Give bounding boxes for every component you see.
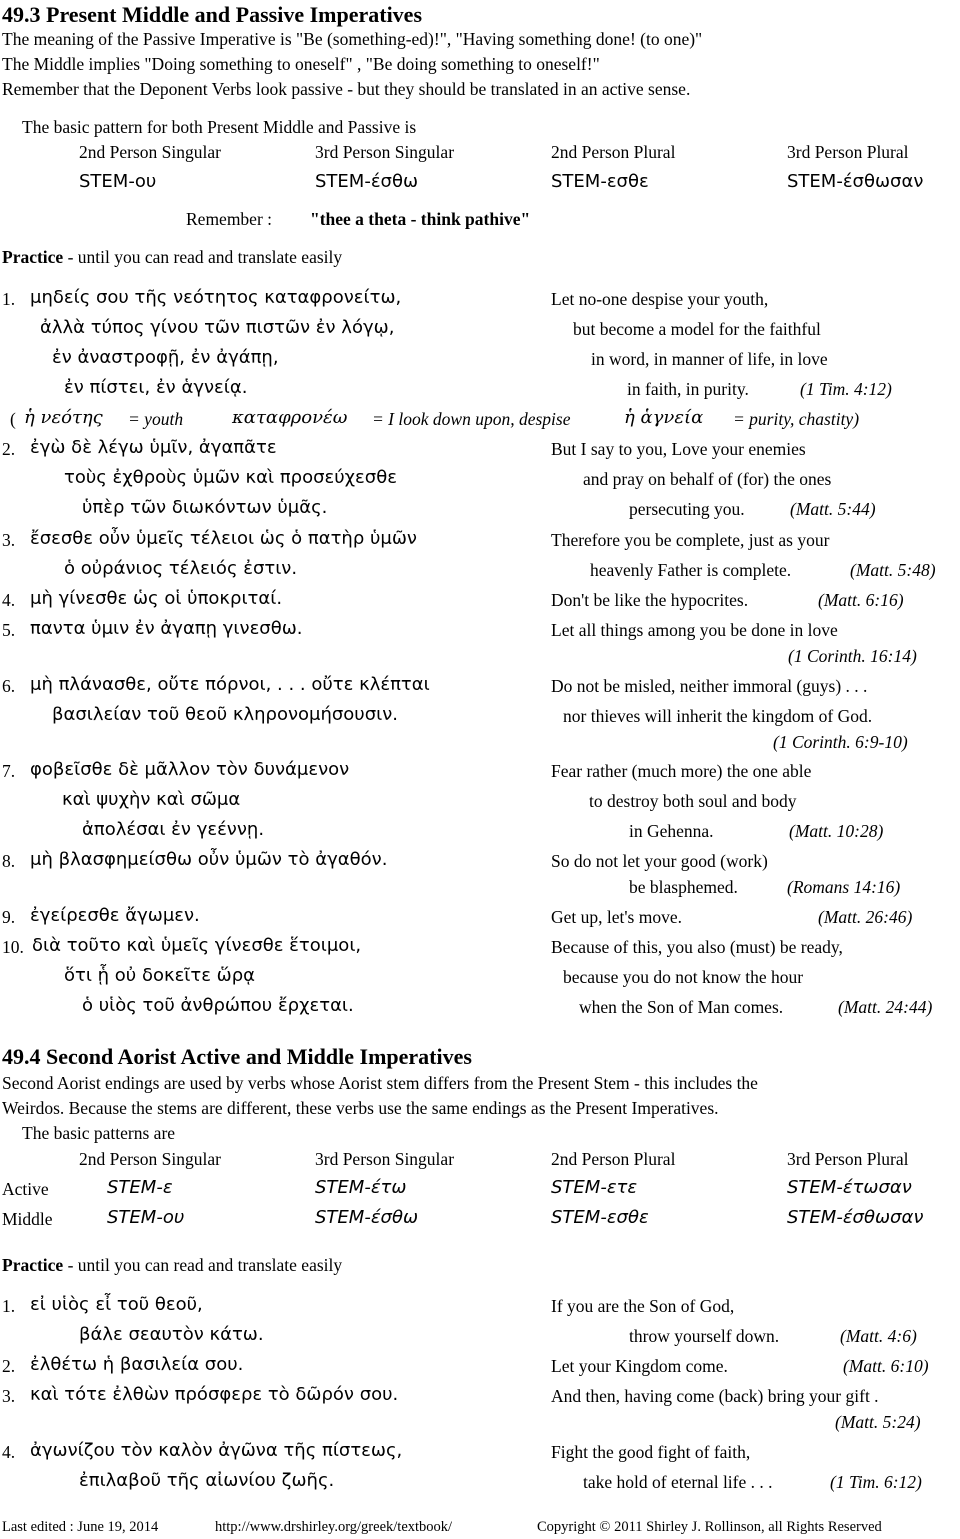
greek-line: μὴ γίνεσθε ὡς οἱ ὑποκριταί. — [30, 588, 283, 609]
scripture-reference: (Romans 14:16) — [787, 877, 901, 897]
practice-label: Practice — [2, 1255, 64, 1275]
scripture-reference: (1 Corinth. 6:9-10) — [773, 732, 908, 752]
english-line: but become a model for the faithful — [573, 319, 821, 339]
example-number: 3. — [2, 1386, 16, 1406]
greek-line: ὅτι ᾗ οὐ δοκεῖτε ὥρᾳ — [64, 965, 256, 986]
english-line: Don't be like the hypocrites. — [551, 590, 749, 610]
scripture-reference: (Matt. 10:28) — [789, 821, 884, 841]
header-3pl: 3rd Person Plural — [787, 142, 909, 162]
practice-label: Practice — [2, 247, 64, 267]
greek-line: μὴ βλασφημείσθω οὖν ὑμῶν τὸ ἀγαθόν. — [30, 849, 388, 870]
scripture-reference: (Matt. 24:44) — [838, 997, 933, 1017]
form-3sg: STEM-έσθω — [315, 171, 419, 192]
english-line: to destroy both soul and body — [589, 791, 797, 811]
greek-line: ὑπὲρ τῶν διωκόντων ὑμᾶς. — [82, 497, 328, 518]
english-line: be blasphemed. — [629, 877, 738, 897]
footer-last-edited: Last edited : June 19, 2014 — [2, 1519, 159, 1535]
header-3sg: 3rd Person Singular — [315, 1149, 455, 1169]
row-label-middle: Middle — [2, 1209, 53, 1229]
example-number: 1. — [2, 289, 16, 309]
greek-line: μὴ πλάνασθε, οὔτε πόρνοι, . . . οὔτε κλέπται — [30, 674, 430, 695]
english-line: Because of this, you also (must) be ready, — [551, 937, 843, 957]
vocab-meaning: = I look down upon, despise — [372, 409, 571, 429]
greek-line: φοβεῖσθε δὲ μᾶλλον τὸν δυνάμενον — [30, 759, 350, 780]
form-2sg: STEM-ου — [79, 171, 157, 192]
vocab-meaning: = youth — [128, 409, 184, 429]
example-number: 6. — [2, 676, 16, 696]
example-number: 1. — [2, 1296, 16, 1316]
english-line: in Gehenna. — [629, 821, 714, 841]
english-line: Let no-one despise your youth, — [551, 289, 769, 309]
greek-line: καὶ τότε ἐλθὼν πρόσφερε τὸ δῶρόν σου. — [30, 1384, 399, 1405]
scripture-reference: (Matt. 5:44) — [790, 499, 876, 519]
active-form-2sg: STEM-ε — [107, 1177, 173, 1198]
active-form-3pl: STEM-έτωσαν — [787, 1177, 912, 1198]
intro-line-1: Second Aorist endings are used by verbs whose Aorist stem differs from the Present Stem - this includes the — [2, 1073, 758, 1093]
english-line: If you are the Son of God, — [551, 1296, 735, 1316]
header-2sg: 2nd Person Singular — [79, 142, 221, 162]
example-number: 8. — [2, 851, 16, 871]
header-2pl: 2nd Person Plural — [551, 142, 676, 162]
intro-line-2: The Middle implies "Doing something to oneself" , "Be doing something to oneself!" — [2, 54, 600, 74]
scripture-reference: (1 Tim. 6:12) — [830, 1472, 922, 1492]
header-3pl: 3rd Person Plural — [787, 1149, 909, 1169]
scripture-reference: (Matt. 4:6) — [840, 1326, 917, 1346]
greek-line: ἐγείρεσθε ἄγωμεν. — [30, 905, 200, 926]
greek-line: καὶ ψυχὴν καὶ σῶμα — [62, 789, 241, 810]
greek-line: ἐπιλαβοῦ τῆς αἰωνίου ζωῆς. — [79, 1470, 335, 1491]
header-2pl: 2nd Person Plural — [551, 1149, 676, 1169]
form-3pl: STEM-έσθωσαν — [787, 171, 924, 192]
vocab-word: ἡ ἁγνεία — [624, 407, 704, 428]
remember-label: Remember : — [186, 209, 273, 229]
vocab-word: καταφρονέω — [232, 407, 348, 428]
vocab-word: ἡ νεότης — [24, 407, 103, 428]
footer-copyright: Copyright © 2011 Shirley J. Rollinson, all Rights Reserved — [537, 1519, 882, 1535]
remember-mnemonic: "thee a theta - think pathive" — [310, 209, 531, 229]
english-line: because you do not know the hour — [563, 967, 804, 987]
greek-line: ἐλθέτω ἡ βασιλεία σου. — [30, 1354, 244, 1375]
greek-line: ἐγὼ δὲ λέγω ὑμῖν, ἀγαπᾶτε — [30, 437, 277, 458]
example-number: 4. — [2, 590, 16, 610]
example-number: 2. — [2, 1356, 16, 1376]
greek-line: βάλε σεαυτὸν κάτω. — [79, 1324, 264, 1345]
scripture-reference: (1 Tim. 4:12) — [800, 379, 892, 399]
practice-instruction: - until you can read and translate easily — [67, 247, 343, 267]
english-line: Get up, let's move. — [551, 907, 682, 927]
scripture-reference: (1 Corinth. 16:14) — [788, 646, 917, 666]
greek-line: ὁ οὐράνιος τέλειός ἐστιν. — [64, 558, 298, 579]
english-line: Fight the good fight of faith, — [551, 1442, 751, 1462]
example-number: 10. — [2, 937, 24, 957]
english-line: Therefore you be complete, just as your — [551, 530, 830, 550]
greek-line: ἐν ἀναστροφῇ, ἐν ἀγάπῃ, — [52, 347, 279, 368]
middle-form-3pl: STEM-έσθωσαν — [787, 1207, 924, 1228]
english-line: Fear rather (much more) the one able — [551, 761, 812, 781]
section-heading-49-3: 49.3 Present Middle and Passive Imperatives — [2, 2, 423, 27]
intro-line-3: Remember that the Deponent Verbs look passive - but they should be translated in an active sense. — [2, 79, 691, 99]
header-2sg: 2nd Person Singular — [79, 1149, 221, 1169]
english-line: And then, having come (back) bring your gift . — [551, 1386, 879, 1406]
active-form-2pl: STEM-ετε — [551, 1177, 638, 1198]
english-line: when the Son of Man comes. — [579, 997, 784, 1017]
greek-line: βασιλείαν τοῦ θεοῦ κληρονομήσουσιν. — [52, 704, 398, 725]
form-2pl: STEM-εσθε — [551, 171, 649, 192]
practice-instruction: - until you can read and translate easily — [67, 1255, 343, 1275]
english-line: Do not be misled, neither immoral (guys) . . . — [551, 676, 868, 696]
middle-form-3sg: STEM-έσθω — [315, 1207, 419, 1228]
english-line: heavenly Father is complete. — [590, 560, 792, 580]
greek-line: παντα ὑμιν ἐν ἀγαπῃ γινεσθω. — [30, 618, 303, 639]
greek-line: ὁ υἱὸς τοῦ ἀνθρώπου ἔρχεται. — [82, 995, 354, 1016]
greek-line: ἔσεσθε οὖν ὑμεῖς τέλειοι ὡς ὁ πατὴρ ὑμῶν — [30, 528, 417, 549]
english-line: throw yourself down. — [629, 1326, 780, 1346]
greek-line: εἰ υἱὸς εἶ τοῦ θεοῦ, — [30, 1294, 203, 1315]
scripture-reference: (Matt. 26:46) — [818, 907, 913, 927]
section-heading-49-4: 49.4 Second Aorist Active and Middle Imperatives — [2, 1044, 472, 1069]
greek-line: ἀγωνίζου τὸν καλὸν ἀγῶνα τῆς πίστεως, — [30, 1440, 403, 1461]
example-number: 3. — [2, 530, 16, 550]
vocab-open-paren: ( — [10, 409, 16, 429]
example-number: 5. — [2, 620, 16, 640]
greek-line: διὰ τοῦτο καὶ ὑμεῖς γίνεσθε ἕτοιμοι, — [32, 935, 362, 956]
english-line: nor thieves will inherit the kingdom of God. — [563, 706, 873, 726]
english-line: in faith, in purity. — [627, 379, 749, 399]
middle-form-2pl: STEM-εσθε — [551, 1207, 649, 1228]
middle-form-2sg: STEM-ου — [107, 1207, 185, 1228]
example-number: 4. — [2, 1442, 16, 1462]
scripture-reference: (Matt. 5:48) — [850, 560, 936, 580]
active-form-3sg: STEM-έτω — [315, 1177, 407, 1198]
row-label-active: Active — [2, 1179, 49, 1199]
example-number: 2. — [2, 439, 16, 459]
english-line: But I say to you, Love your enemies — [551, 439, 806, 459]
english-line: take hold of eternal life . . . — [583, 1472, 773, 1492]
header-3sg: 3rd Person Singular — [315, 142, 455, 162]
pattern-label: The basic pattern for both Present Middle and Passive is — [22, 117, 417, 137]
english-line: So do not let your good (work) — [551, 851, 768, 871]
greek-line: τοὺς ἐχθροὺς ὑμῶν καὶ προσεύχεσθε — [64, 467, 397, 488]
english-line: and pray on behalf of (for) the ones — [583, 469, 832, 489]
scripture-reference: (Matt. 6:16) — [818, 590, 904, 610]
greek-line: ἐν πίστει, ἐν ἁγνείᾳ. — [64, 377, 248, 398]
greek-line: ἀλλὰ τύπος γίνου τῶν πιστῶν ἐν λόγῳ, — [40, 317, 395, 338]
example-number: 7. — [2, 761, 16, 781]
english-line: persecuting you. — [629, 499, 745, 519]
intro-line-1: The meaning of the Passive Imperative is "Be (something-ed)!", "Having something done! (to one)" — [2, 29, 703, 49]
greek-line: ἀπολέσαι ἐν γεέννῃ. — [82, 819, 265, 840]
practice-line — [2, 249, 342, 267]
pattern-label: The basic patterns are — [22, 1123, 176, 1143]
vocab-meaning: = purity, chastity) — [733, 409, 860, 429]
english-line: Let your Kingdom come. — [551, 1356, 728, 1376]
intro-line-2: Weirdos. Because the stems are different, these verbs use the same endings as the Present Imperatives. — [2, 1098, 719, 1118]
example-number: 9. — [2, 907, 16, 927]
practice-line — [2, 1257, 342, 1275]
greek-line: μηδείς σου τῆς νεότητος καταφρονείτω, — [30, 287, 402, 308]
english-line: Let all things among you be done in love — [551, 620, 838, 640]
scripture-reference: (Matt. 5:24) — [835, 1412, 921, 1432]
scripture-reference: (Matt. 6:10) — [843, 1356, 929, 1376]
footer-url[interactable]: http://www.drshirley.org/greek/textbook/ — [215, 1519, 453, 1535]
english-line: in word, in manner of life, in love — [591, 349, 828, 369]
